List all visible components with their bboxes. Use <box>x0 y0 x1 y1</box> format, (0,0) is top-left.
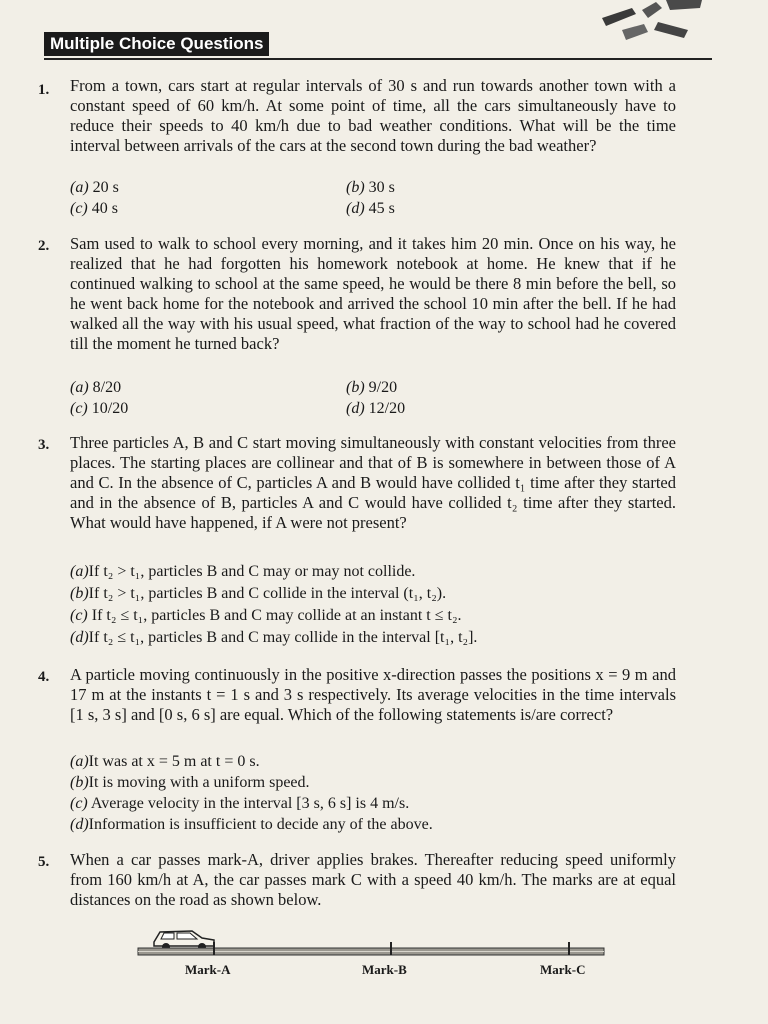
option-a[interactable]: (a)If t₂ > t₁, particles B and C may or may not collide. <box>70 563 416 580</box>
question-text: When a car passes mark-A, driver applies brakes. Thereafter reducing speed uniformly from 160 km/h at A, the car passes mark C with a speed 40 km/h. The marks are at equal distances on the road as shown below. <box>70 850 676 909</box>
road-figure <box>130 918 610 962</box>
option-c[interactable]: (c) If t₂ ≤ t₁, particles B and C may collide at an instant t ≤ t₂. <box>70 607 462 624</box>
option-c[interactable]: (c) 10/20 <box>70 400 129 417</box>
arrows-decoration-icon <box>592 0 712 48</box>
question-number: 4. <box>38 669 50 685</box>
question-number: 3. <box>38 437 50 453</box>
option-d[interactable]: (d)Information is insufficient to decide any of the above. <box>70 816 433 833</box>
option-c[interactable]: (c) Average velocity in the interval [3 s, 6 s] is 4 m/s. <box>70 795 410 812</box>
option-b[interactable]: (b)It is moving with a uniform speed. <box>70 774 310 791</box>
option-b[interactable]: (b) 9/20 <box>346 379 398 396</box>
question-number: 1. <box>38 82 50 98</box>
question-number: 2. <box>38 238 50 254</box>
mark-a-label: Mark-A <box>185 962 231 977</box>
question-text: Sam used to walk to school every morning, and it takes him 20 min. Once on his way, he realized that he had forgotten his homework notebook at home. He knew that if he continued walking to school at the same speed, he would be there 8 min before the bell, so he went back home for the notebook and arrived the school 10 min after the bell. If he had walked all the way with his usual speed, what fraction of the way to school had he covered till the moment he turned back? <box>70 234 676 353</box>
question-text: From a town, cars start at regular intervals of 30 s and run towards another town with a constant speed of 60 km/h. At some point of time, all the cars simultaneously have to reduce their speeds to 40 km/h due to bad weather conditions. What will be the time interval between arrivals of the cars at the second town during the bad weather? <box>70 76 676 155</box>
mark-b-label: Mark-B <box>362 962 407 977</box>
option-a[interactable]: (a) 20 s <box>70 179 119 196</box>
option-d[interactable]: (d) 12/20 <box>346 400 406 417</box>
question-number: 5. <box>38 854 50 870</box>
section-title: Multiple Choice Questions <box>44 32 269 56</box>
option-a[interactable]: (a)It was at x = 5 m at t = 0 s. <box>70 753 260 770</box>
options <box>70 377 676 419</box>
options <box>70 177 676 219</box>
option-c[interactable]: (c) 40 s <box>70 200 118 217</box>
options <box>70 561 676 649</box>
option-b[interactable]: (b)If t₂ > t₁, particles B and C collide in the interval (t₁, t₂). <box>70 585 447 602</box>
options <box>70 751 676 835</box>
option-d[interactable]: (d) 45 s <box>346 200 395 217</box>
question-text: A particle moving continuously in the positive x-direction passes the positions x = 9 m and 17 m at the instants t = 1 s and 3 s respectively. Its average velocities in the time intervals [1 s, 3 s] and [0 s, 6 s] are equal. Which of the following statements is/are correct? <box>70 665 676 724</box>
mark-c-label: Mark-C <box>540 962 586 977</box>
question-text: Three particles A, B and C start moving simultaneously with constant velocities from three places. The starting places are collinear and that of B is somewhere in between those of A and C. In the absence of C, particles A and B would have collided t₁ time after they started and in the absence of B, particles A and C would have collided t₂ time after they started. What would have happened, if A were not present? <box>70 433 676 532</box>
option-b[interactable]: (b) 30 s <box>346 179 395 196</box>
option-a[interactable]: (a) 8/20 <box>70 379 122 396</box>
section-header <box>44 32 712 60</box>
option-d[interactable]: (d)If t₂ ≤ t₁, particles B and C may collide in the interval [t₁, t₂]. <box>70 629 478 646</box>
